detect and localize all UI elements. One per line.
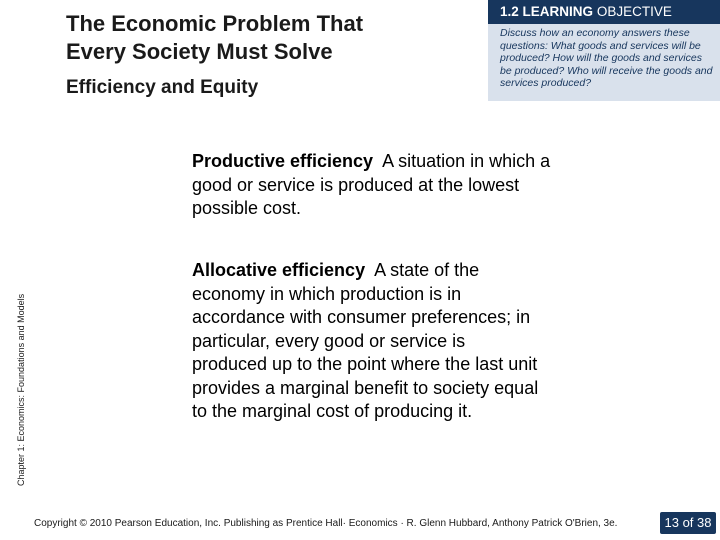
objective-label-2: OBJECTIVE	[596, 4, 672, 19]
footer-copyright: Copyright © 2010 Pearson Education, Inc. Publishing as Prentice Hall· Economics · R. Glenn Hubbard, Anthony Patrick O'Brien, 3e.	[34, 518, 618, 529]
page-of: of	[682, 515, 694, 530]
page-total: 38	[697, 515, 712, 530]
definition-allocative-efficiency	[192, 259, 542, 424]
learning-objective-text: Discuss how an economy answers these questions: What goods and services will be produced? How will the goods and services be produced? Who will receive the goods and services produced?	[488, 24, 720, 101]
learning-objective-header	[488, 0, 720, 24]
definition-text: A situation in which a good or service is produced at the lowest possible cost.	[192, 151, 551, 218]
definition-term: Allocative efficiency	[192, 260, 366, 280]
chapter-side-label: Chapter 1: Economics: Foundations and Models	[16, 293, 26, 486]
definition-productive-efficiency	[192, 150, 552, 221]
objective-label: LEARNING	[522, 4, 594, 19]
objective-number: 1.2	[500, 4, 519, 19]
definition-text: A state of the economy in which production is in accordance with consumer preferences; in particular, every good or service is produced up to the point where the last unit provides a marginal benefit to society equal to the marginal cost of producing it.	[192, 260, 539, 421]
page-current: 13	[664, 515, 679, 530]
slide-title	[66, 10, 426, 66]
definition-term: Productive efficiency	[192, 151, 374, 171]
page-number-badge	[660, 512, 716, 534]
title-line-1: The Economic Problem That	[66, 11, 364, 36]
slide-subtitle: Efficiency and Equity	[66, 77, 259, 98]
title-line-2: Every Society Must Solve	[66, 39, 333, 64]
